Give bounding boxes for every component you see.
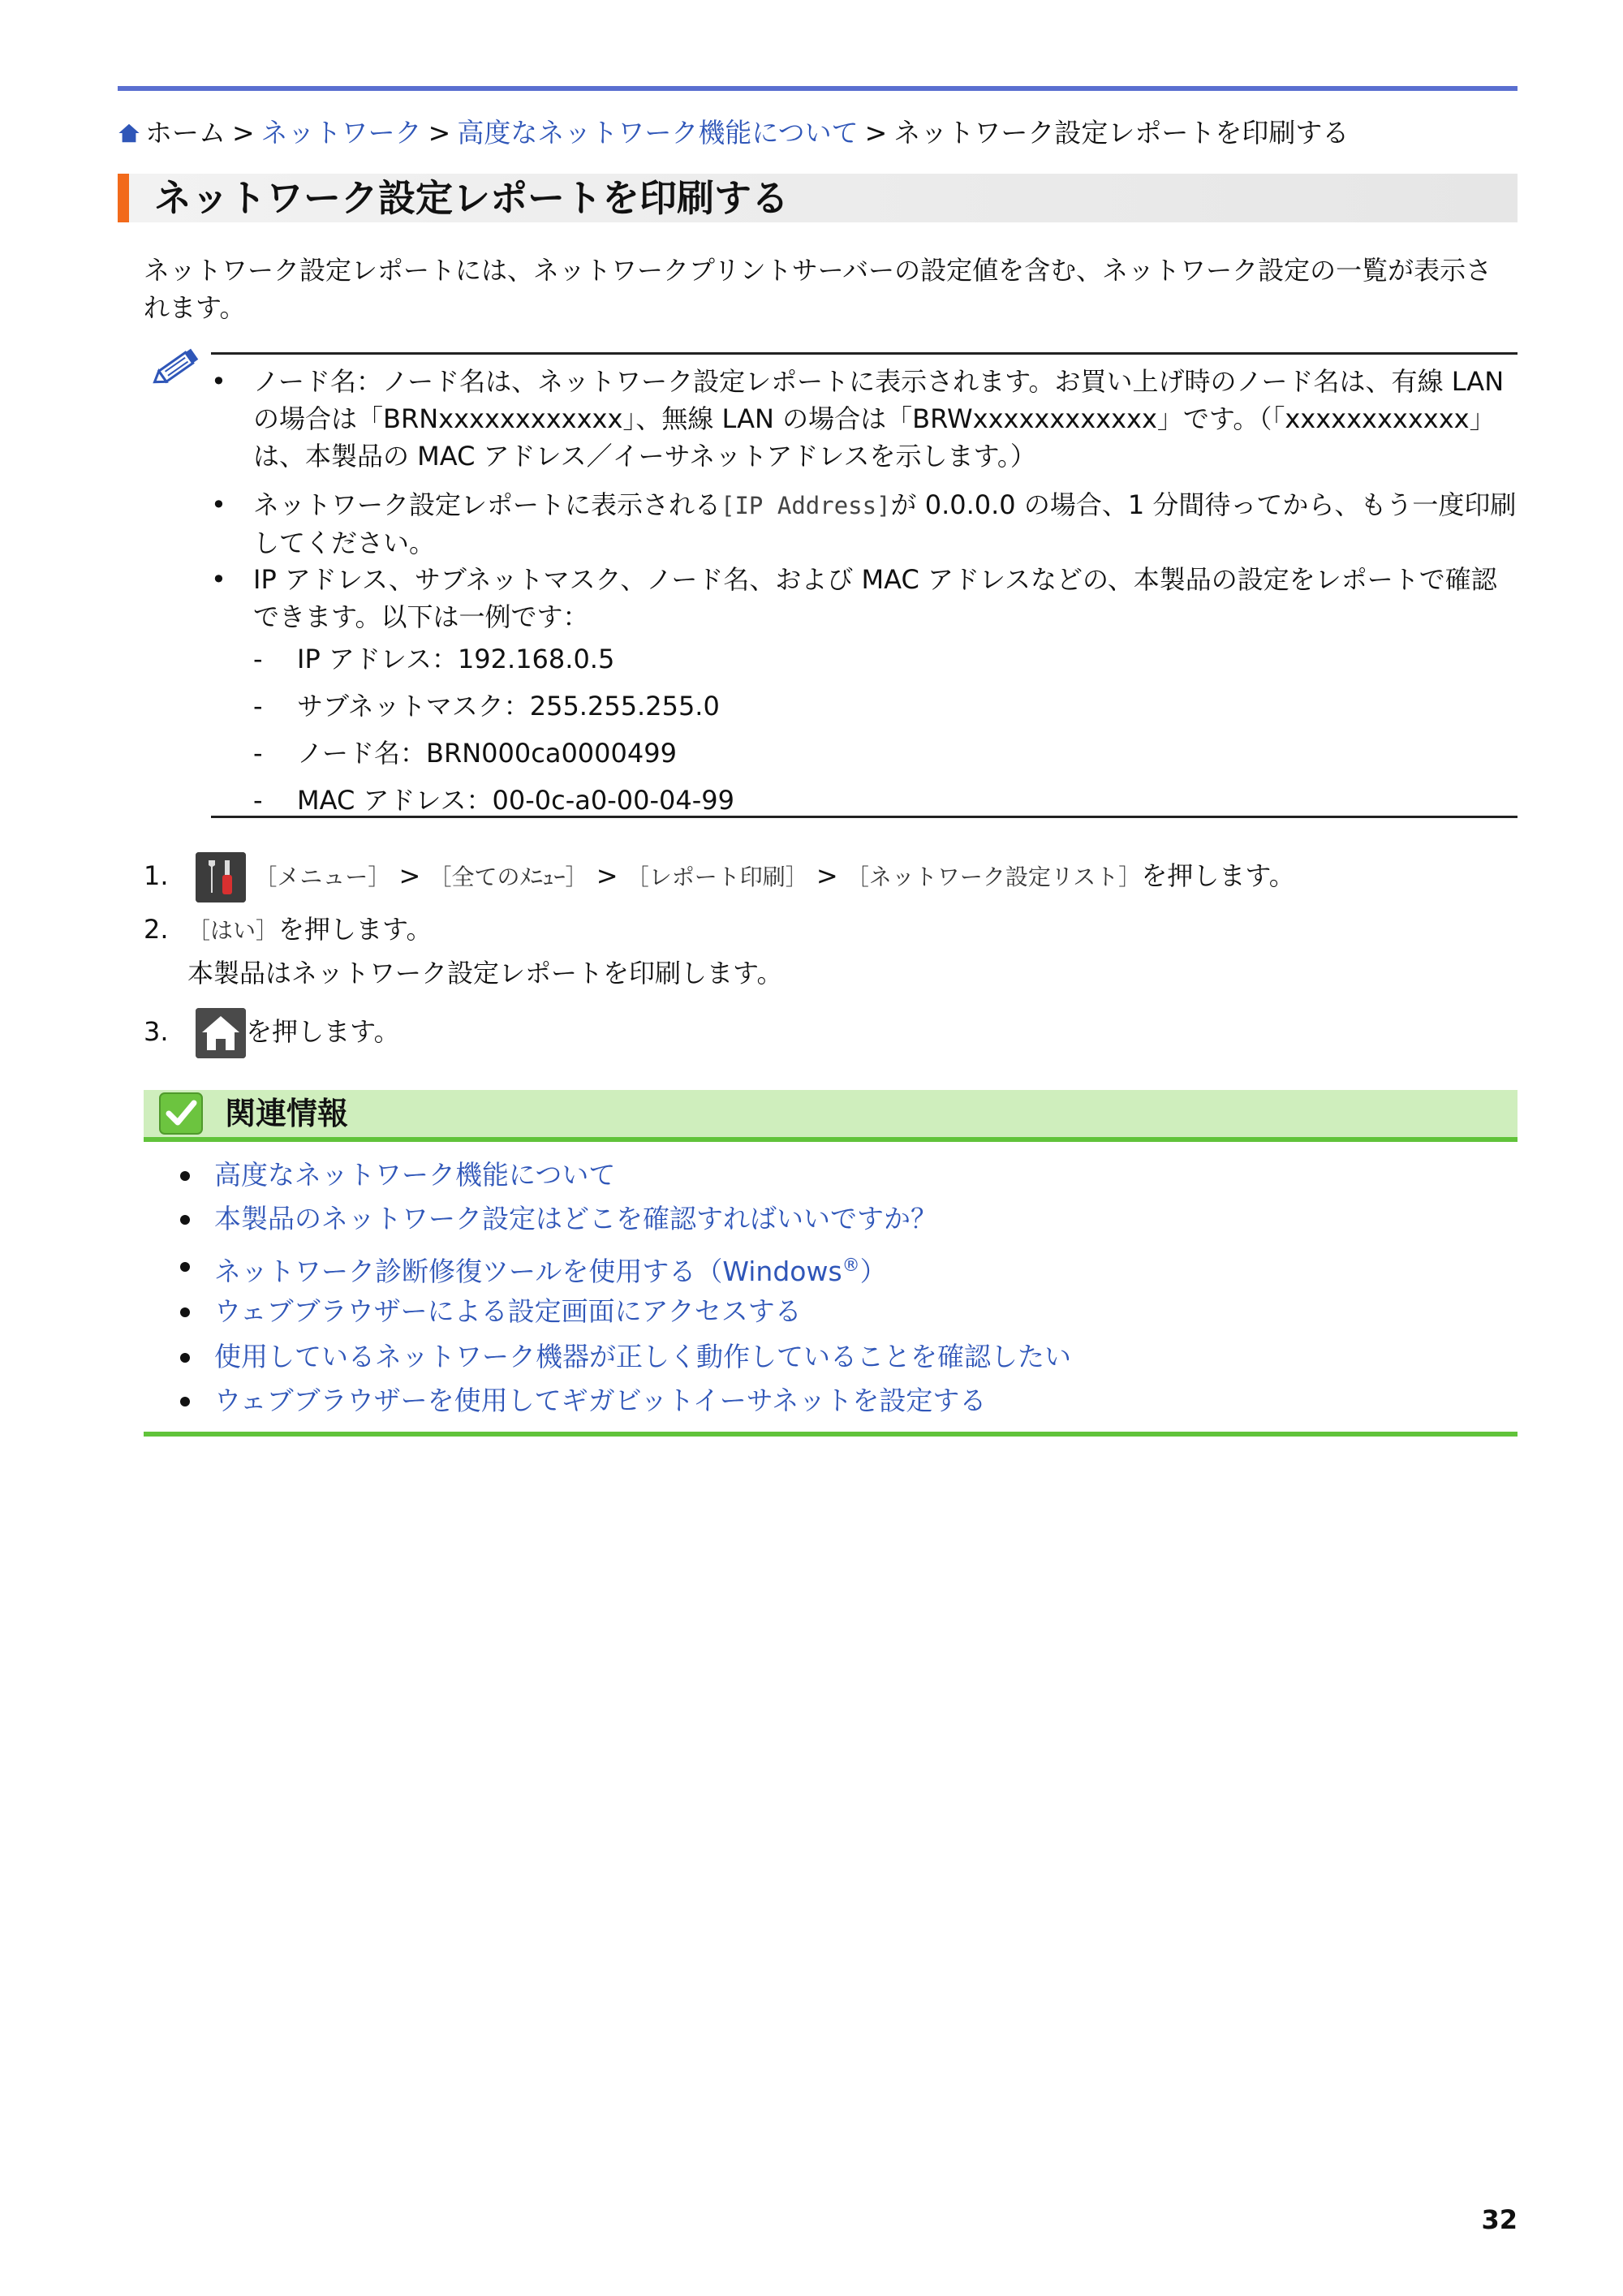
step-gt: > xyxy=(596,860,618,891)
step-number: 1. xyxy=(144,860,169,891)
step-3 xyxy=(144,1008,400,1058)
pencil-note-icon xyxy=(153,339,204,391)
related-info-title: 関連情報 xyxy=(225,1096,349,1131)
related-info-bar xyxy=(144,1090,1518,1142)
sub-item-text: MAC アドレス：00-0c-a0-00-04-99 xyxy=(297,785,735,816)
bullet-mark: • xyxy=(211,489,226,520)
settings-tools-icon[interactable] xyxy=(196,852,246,902)
bullet-mark: • xyxy=(211,564,226,595)
related-link-close[interactable]: ） xyxy=(859,1256,887,1287)
home-button-icon[interactable] xyxy=(196,1008,246,1058)
breadcrumb-advanced-link[interactable]: 高度なネットワーク機能について xyxy=(457,117,859,149)
top-rule xyxy=(118,86,1518,91)
step-number: 2. xyxy=(144,914,169,945)
note-item-text xyxy=(253,486,1518,562)
bullet-dot xyxy=(180,1307,190,1317)
step-2-result: 本製品はネットワーク設定レポートを印刷します。 xyxy=(187,958,783,989)
sub-dash: - xyxy=(253,644,263,674)
sub-item-text: サブネットマスク：255.255.255.0 xyxy=(297,691,720,722)
step-number: 3. xyxy=(144,1016,169,1047)
step-3-end: を押します。 xyxy=(246,1016,400,1047)
related-link-text[interactable]: ウェブブラウザーによる設定画面にアクセスする xyxy=(214,1295,802,1327)
all-menu-button-label[interactable]: ［全てのﾒﾆｭｰ］ xyxy=(428,864,588,890)
step-gt: > xyxy=(398,860,421,891)
sub-dash: - xyxy=(253,691,263,722)
bullet-mark: • xyxy=(211,366,226,397)
note-block xyxy=(211,352,1518,818)
related-link-text[interactable]: 高度なネットワーク機能について xyxy=(214,1159,616,1191)
note-item-text: ノード名：ノード名は、ネットワーク設定レポートに表示されます。お買い上げ時のノード名は、有線 LAN の場合は「BRNxxxxxxxxxxxx」、無線 LAN の場合は「BRWxxxxxxxxxxxx」です。（「xxxxxxxxxxxx」は、本製品の MAC アドレス／イーサネットアドレスを示します。） xyxy=(253,366,1505,472)
step-1 xyxy=(144,852,1295,902)
bullet-dot xyxy=(180,1262,190,1272)
note-item2-pre: ネットワーク設定レポートに表示される xyxy=(253,489,721,520)
related-link-text[interactable]: 本製品のネットワーク設定はどこを確認すればいいですか？ xyxy=(214,1203,937,1234)
sub-item-text: ノード名：BRN000ca0000499 xyxy=(297,738,677,769)
step-1-end: を押します。 xyxy=(1141,860,1295,891)
bullet-dot xyxy=(180,1353,190,1363)
sub-item xyxy=(253,640,614,678)
sub-item xyxy=(253,687,720,725)
page-number: 32 xyxy=(1481,2204,1518,2235)
bullet-dot xyxy=(180,1215,190,1225)
step-2-end: を押します。 xyxy=(278,914,433,945)
home-icon[interactable] xyxy=(118,122,140,144)
intro-paragraph: ネットワーク設定レポートには、ネットワークプリントサーバーの設定値を含む、ネットワーク設定の一覧が表示されます。 xyxy=(144,255,1492,323)
related-link-windows[interactable]: ネットワーク診断修復ツールを使用する（Windows xyxy=(214,1256,842,1287)
breadcrumb xyxy=(118,114,1518,153)
title-accent xyxy=(118,174,129,222)
ip-address-code: [IP Address] xyxy=(721,492,891,519)
breadcrumb-network-link[interactable]: ネットワーク xyxy=(260,117,422,149)
breadcrumb-separator: > xyxy=(428,117,451,149)
step-2 xyxy=(144,911,432,950)
report-print-button-label[interactable]: ［レポート印刷］ xyxy=(626,864,808,890)
yes-button-label[interactable]: ［はい］ xyxy=(187,917,279,944)
related-link-text[interactable]: 使用しているネットワーク機器が正しく動作していることを確認したい xyxy=(214,1341,1071,1372)
related-link-text[interactable]: ウェブブラウザーを使用してギガビットイーサネットを設定する xyxy=(214,1385,987,1416)
breadcrumb-separator: > xyxy=(232,117,255,149)
menu-button-label[interactable]: ［メニュー］ xyxy=(254,864,391,890)
related-link-text[interactable] xyxy=(214,1247,887,1291)
page-title: ネットワーク設定レポートを印刷する xyxy=(154,176,789,220)
sub-item-text: IP アドレス：192.168.0.5 xyxy=(297,644,615,674)
sub-dash: - xyxy=(253,785,263,816)
bullet-dot xyxy=(180,1171,190,1181)
sub-dash: - xyxy=(253,738,263,769)
bullet-dot xyxy=(180,1397,190,1406)
note-item-text: IP アドレス、サブネットマスク、ノード名、および MAC アドレスなどの、本製品の設定をレポートで確認できます。以下は一例です： xyxy=(253,564,1497,632)
step-gt: > xyxy=(816,860,838,891)
related-bottom-rule xyxy=(144,1432,1518,1437)
sub-item xyxy=(253,734,677,772)
breadcrumb-separator: > xyxy=(864,117,888,149)
note-item2-post: が 0.0.0.0 の場合、1 分間待ってから、もう一度印刷してください。 xyxy=(253,489,1517,558)
sub-item xyxy=(253,782,734,819)
checkmark-icon xyxy=(158,1092,204,1135)
breadcrumb-home[interactable]: ホーム xyxy=(145,117,226,149)
network-config-list-button-label[interactable]: ［ネットワーク設定リスト］ xyxy=(846,864,1142,890)
breadcrumb-current: ネットワーク設定レポートを印刷する xyxy=(893,117,1350,149)
registered-mark: ® xyxy=(842,1256,860,1276)
